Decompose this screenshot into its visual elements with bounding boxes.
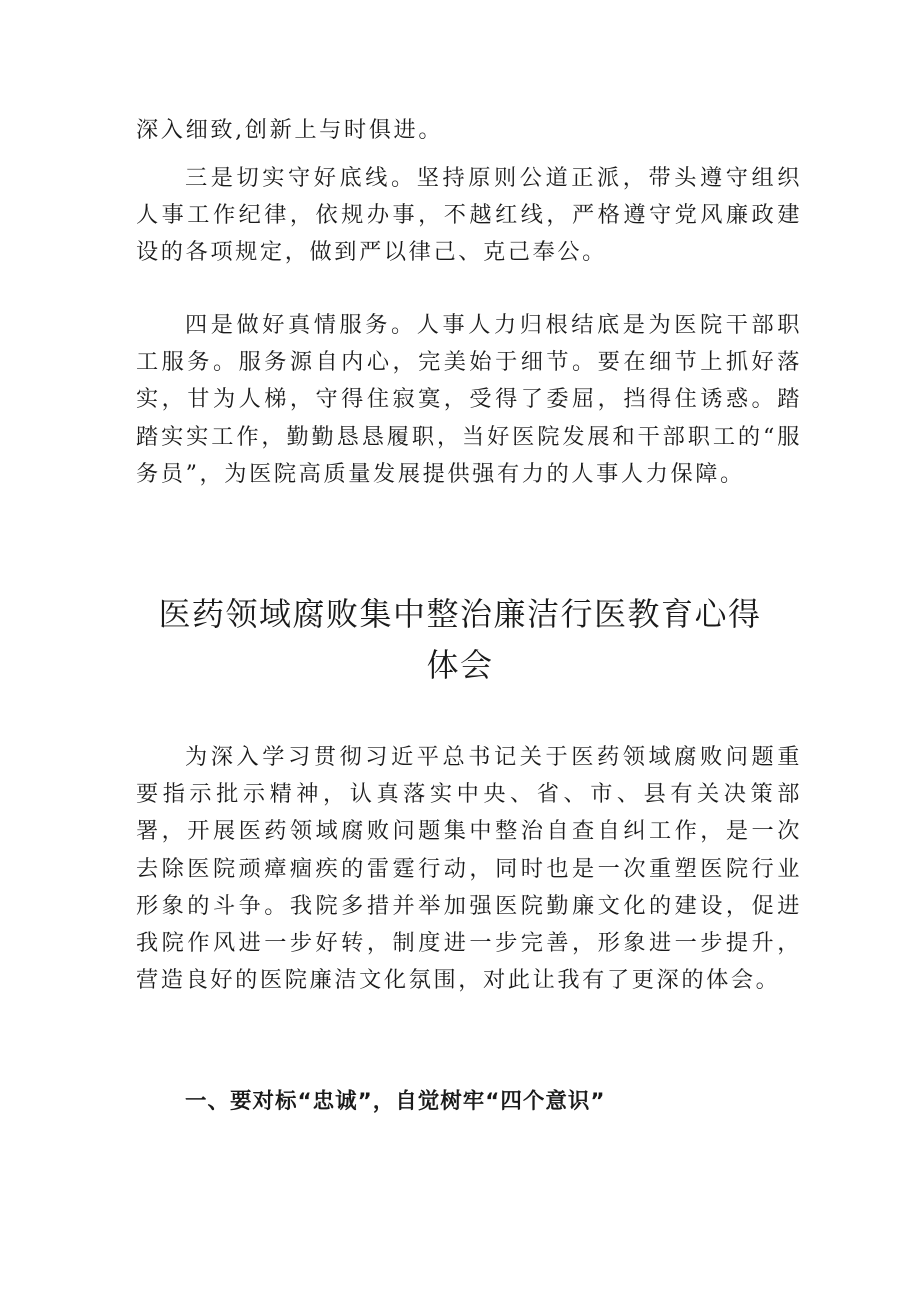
intro-paragraph: 为深入学习贯彻习近平总书记关于医药领域腐败问题重要指示批示精神，认真落实中央、省、市、县有关决策部署，开展医药领域腐败问题集中整治自查自纠工作，是一次去除医院顽瘴痼疾的雷霆行动，同时也是一次重塑医院行业形象的斗争。我院多措并举加强医院勤廉文化的建设，促进我院作风进一步好转，制度进一步完善，形象进一步提升，营造良好的医院廉洁文化氛围，对此让我有了更深的体会。 <box>136 744 802 994</box>
point-four-paragraph: 四是做好真情服务。人事人力归根结底是为医院干部职工服务。服务源自内心，完美始于细节。要在细节上抓好落实，甘为人梯，守得住寂寞，受得了委屈，挡得住诱惑。踏踏实实工作，勤勤恳恳履职，当好医院发展和干部职工的“服务员”，为医院高质量发展提供强有力的人事人力保障。 <box>136 312 802 487</box>
point-three-paragraph: 三是切实守好底线。坚持原则公道正派，带头遵守组织人事工作纪律，依规办事，不越红线，严格遵守党风廉政建设的各项规定，做到严以律己、克己奉公。 <box>136 165 802 266</box>
continuation-paragraph: 深入细致,创新上与时俱进。 <box>136 117 444 143</box>
document-title-line1: 医药领域腐败集中整治廉洁行医教育心得 <box>158 595 762 633</box>
section-heading: 一、要对标“忠诚”，自觉树牢“四个意识” <box>185 1089 606 1114</box>
document-title-line2: 体会 <box>426 646 494 684</box>
